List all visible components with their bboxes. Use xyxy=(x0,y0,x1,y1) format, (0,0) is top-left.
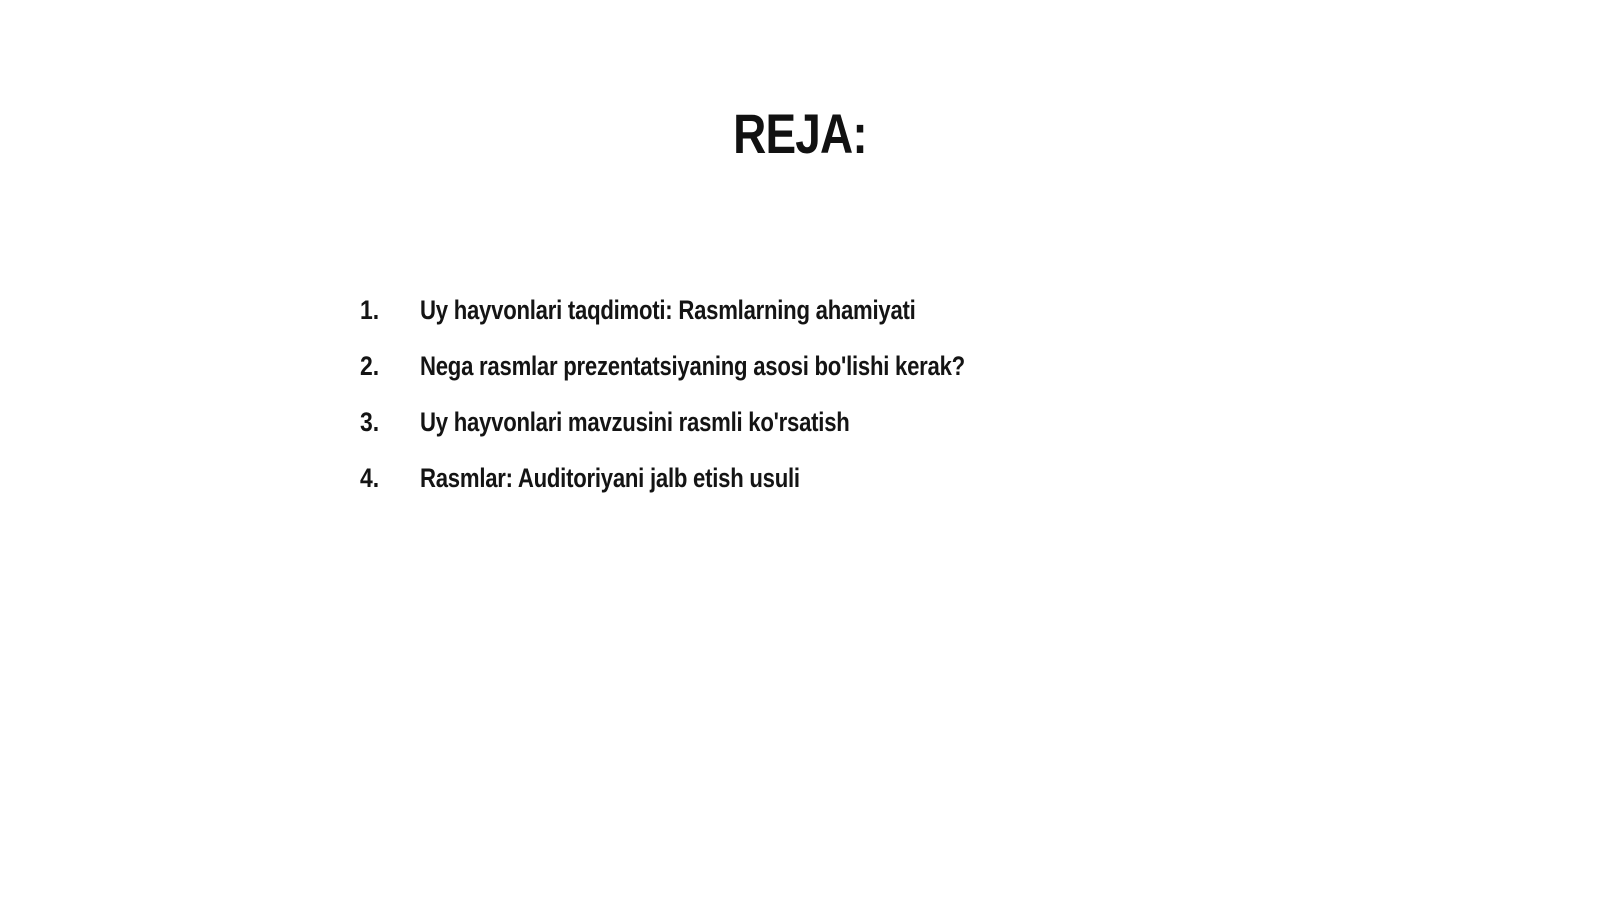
list-item-text: Rasmlar: Auditoriyani jalb etish usuli xyxy=(420,462,800,493)
list-item-number: 2. xyxy=(360,350,380,381)
list-item-text: Uy hayvonlari mavzusini rasmli ko'rsatish xyxy=(420,406,850,437)
list-item-text: Uy hayvonlari taqdimoti: Rasmlarning ahamiyati xyxy=(420,294,916,325)
list-item-number: 3. xyxy=(360,406,380,437)
list-item xyxy=(360,338,1260,394)
list-item xyxy=(360,394,1260,450)
list-item xyxy=(360,282,1260,338)
list-item-text: Nega rasmlar prezentatsiyaning asosi bo'lishi kerak? xyxy=(420,350,965,381)
list-item-number: 1. xyxy=(360,294,380,325)
list-item-number: 4. xyxy=(360,462,380,493)
plan-list xyxy=(360,282,1260,506)
list-item xyxy=(360,450,1260,506)
slide-title: REJA: xyxy=(733,102,867,165)
